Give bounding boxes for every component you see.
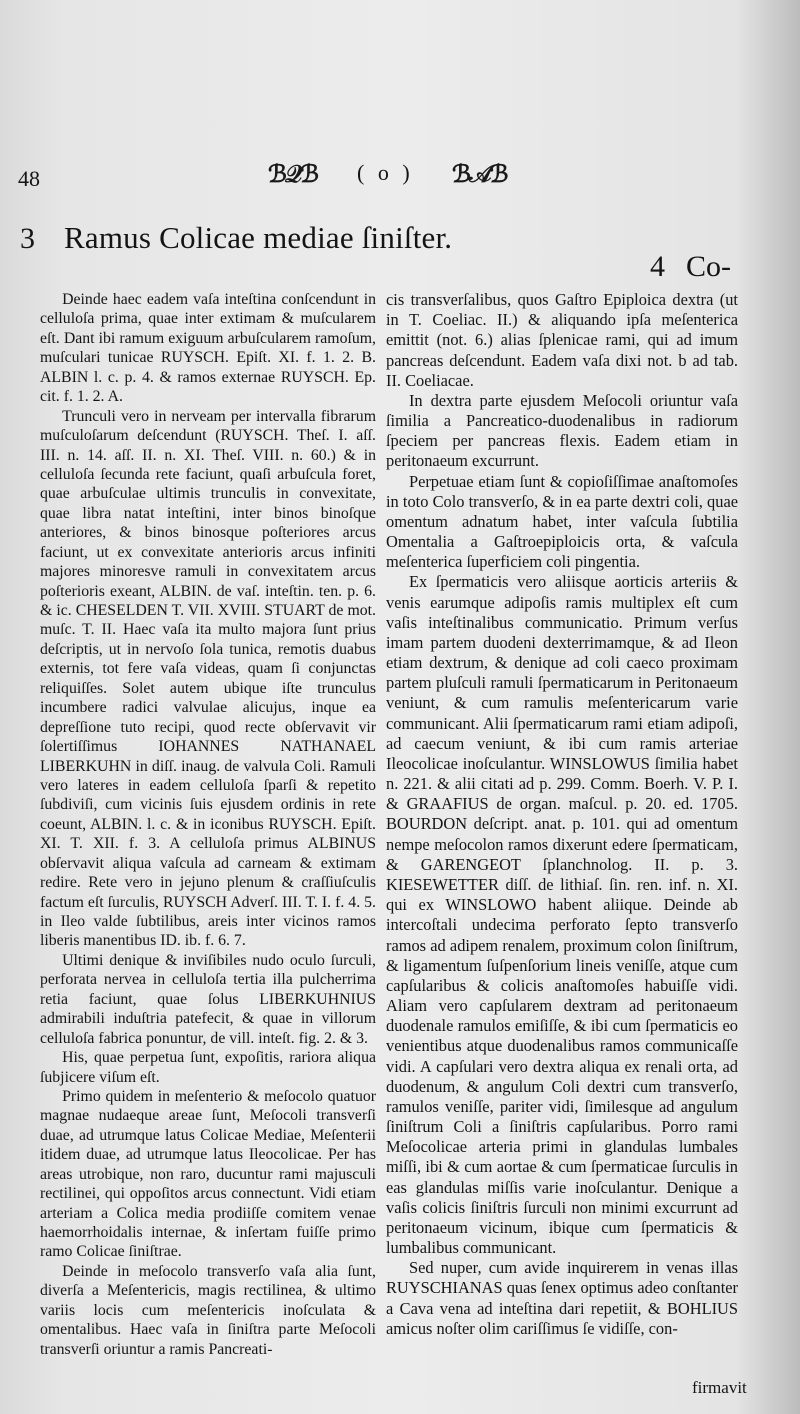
- bottom-catchword: firmavit: [692, 1378, 747, 1397]
- paragraph: Primo quidem in meſenterio & meſocolo quatuor magnae nudaeque areae ſunt, Meſocoli transverſi duae, ad utrumque latus Colicae Mediae, Meſenterii itidem duae, ad utrumque latus Ileocolicae. Per has areas utrobique, non raro, ducuntur rami majusculi rectilinei, qui oppoſitos arcus connectunt. Vidi etiam arteriam a Colica media prodiiſſe comitem venae haemorrhoidalis internae, & inſertam fuiſſe primo ramo Colicae ſiniſtrae.: [40, 1087, 376, 1261]
- paragraph: Deinde in meſocolo transverſo vaſa alia ſunt, diverſa a Meſentericis, magis rectilinea, & ultimo variis locis cum meſentericis inoſculata & omentalibus. Haec vaſa in ſiniſtra parte Meſocoli transverſi oriuntur a ramis Pancreati-: [40, 1262, 376, 1358]
- paragraph: Ex ſpermaticis vero aliisque aorticis arteriis & venis earumque adipoſis ramis multiplex eſt cum vaſis inteſtinalibus communicatio. Primum verſus imam partem duodeni dexterrimamque, & ad Ileon etiam dextrum, & denique ad coli caeco proximam partem pluſculi ramuli ſpermaticarum in Peritonaeum veniunt, & cum ramulis meſentericarum varie communicant. Alii ſpermaticarum rami etiam adipoſi, ad caecum veniunt, & ibi cum ramis arteriae Ileocolicae inoſculantur. WINSLOWUS ſimilia habet n. 221. & alii citati ad p. 299. Comm. Boerh. V. P. I. & GRAAFIUS de organ. maſcul. p. 20. ed. 1705. BOURDON deſcript. anat. p. 101. qui ad omentum nempe meſocolon ramos dixerunt edere ſpermaticam, & GARENGEOT ſplanchnolog. II. p. 3. KIESEWETTER diſſ. de lithiaſ. ſin. ren. inf. n. XI. qui ex WINSLOWO habent aliique. Deinde ab intercoſtali undecima perforato ſepto transverſo ramos ad adipem renalem, proximum colon ſiniſtrum, & ligamentum ſuſpenſorium lineis veniſſe, atque cum capſularibus & colicis anaſtomoſes habuiſſe vidi. Aliam vero capſularem dextram ad peritonaeum duodenale ramulos emiſiſſe, & ibi cum ſpermaticis eo venientibus atque duodenalibus ramos communicaſſe vidi. A capſulari vero dextra aliqua ex renali orta, ad duodenum, & angulum Coli dextri cum transverſo, ramulos veniſſe, pariter vidi, ſimilesque ad angulum ſiniſtrum Coli a ſiniſtris capſularibus. Porro rami Meſocolicae arteria primi in glandulas lumbales miſſi, ibi & cum aortae & cum ſpermaticae ſurculis in eas glandulas miſſis varie inoſculantur. Denique a vaſis colicis ſiniſtris ſurculi non minimi excurrunt ad peritonaeum vicinum, ibique cum ſpermaticis & lumbalibus communicant.: [386, 572, 738, 1258]
- paragraph: Ultimi denique & inviſibiles nudo oculo ſurculi, perforata nervea in celluloſa tertia illa pulcherrima retia faciunt, quae ſolus LIBERKUHNIUS admirabili induſtria patefecit, & quae in villorum celluloſa fabrica ponuntur, de vill. inteſt. fig. 2. & 3.: [40, 951, 376, 1047]
- section-number: 3: [20, 222, 35, 255]
- section-title: Ramus Colicae mediae ſiniſter.: [64, 220, 453, 255]
- ornament-right-icon: ℬ𝒜ℬ: [452, 162, 507, 188]
- next-section-catchword: Co-: [686, 250, 731, 283]
- paragraph: In dextra parte ejusdem Meſocoli oriuntur vaſa ſimilia a Pancreatico-duodenalibus in radiorum ſpeciem per pancreas flexis. Eadem etiam in peritonaeum excurrunt.: [386, 390, 738, 471]
- ornament-left-icon: ℬ𝒬ℬ: [268, 162, 317, 188]
- paragraph: Perpetuae etiam ſunt & copioſiſſimae anaſtomoſes in toto Colo transverſo, & in ea parte dextri coli, quae omentum adnatum habet, inter vaſcula ſubtilia Omentalia a Gaſtroepiploicis orta, & vaſcula meſenterica ſuperficiem coli pingentia.: [386, 471, 738, 572]
- paragraph: Sed nuper, cum avide inquirerem in venas illas RUYSCHIANAS quas ſenex optimus adeo conſtanter a Cava vena ad inteſtina dari repetiit, & BOHLIUS amicus noſter olim cariſſimus ſe vidiſſe, con-: [386, 1258, 738, 1338]
- header-center-mark: ( o ): [357, 160, 414, 185]
- paragraph: Deinde haec eadem vaſa inteſtina conſcendunt in celluloſa prima, quae inter extimam & muſcularem eſt. Dant ibi ramum exiguum arbuſcularem ramoſum, muſculari tunicae RUYSCH. Epiſt. XI. f. 1. 2. B. ALBIN l. c. p. 4. & ramos externae RUYSCH. Ep. cit. f. 1. 2. A.: [40, 291, 376, 406]
- paragraph: Trunculi vero in nerveam per intervalla fibrarum muſculoſarum deſcendunt (RUYSCH. Theſ. I. aſſ. III. n. 14. aſſ. II. n. XI. Theſ. VIII. n. 60.) & in celluloſa ſecunda rete faciunt, quaſi arbuſcula foret, quae arbuſculae ultimis trunculis in convexitate, quae libra natat inteſtini, inter binos binoſque anteriores, & binos binosque poſteriores arcus faciunt, ut ex convexitate anterioris arcus infiniti majores minoresve ramuli in convexitatem arcus poſterioris exeant, ALBIN. de vaſ. inteſtin. ten. p. 6. & ic. CHESELDEN T. VII. XVIII. STUART de mot. muſc. T. II. Haec vaſa ita multo majora ſunt prius deſcriptis, ut in nervoſo ſola tunica, remotis duabus externis, tot fere vaſa videas, quam ſi conjunctas reliquiſſes. Solet autem ubique iſte trunculus incumbere radici valvulae alicujus, inque ea depreſſione tuto recipi, quod recte obſervavit vir ſolertiſſimus IOHANNES NATHANAEL LIBERKUHN in diſſ. inaug. de valvula Coli. Ramuli vero lateres in eadem celluloſa ſparſi & repetito ſubdiviſi, cum vicinis ſuis ejusdem ordinis in rete coeunt, ALBIN. l. c. & in iconibus RUYSCH. Epiſt. XI. T. XII. f. 3. A celluloſa primus ALBINUS obſervavit aliqua vaſcula ad carneam & extimam redire. Rete vero in jejuno plenum & craſſiuſculis factum eſt ſurculis, RUYSCH Adverſ. III. T. I. f. 4. 5. in Ileo valde ſubtilibus, areis inter vicinos ramos liberis manentibus ID. ib. f. 6. 7.: [40, 407, 376, 950]
- paragraph: His, quae perpetua ſunt, expoſitis, rariora aliqua ſubjicere viſum eſt.: [40, 1049, 376, 1086]
- paragraph: cis transverſalibus, quos Gaſtro Epiploica dextra (ut in T. Coeliac. II.) & aliquando ipſa meſenterica emittit (not. 6.) alias ſplenicae rami, qui ad imum pancreas deſcendunt. Eadem vaſa dixi not. b ad tab. II. Coeliacae.: [386, 290, 738, 390]
- right-column: [386, 290, 738, 1339]
- next-section-number: 4: [650, 250, 665, 283]
- page-number: 48: [18, 166, 40, 191]
- left-column: [40, 290, 376, 1359]
